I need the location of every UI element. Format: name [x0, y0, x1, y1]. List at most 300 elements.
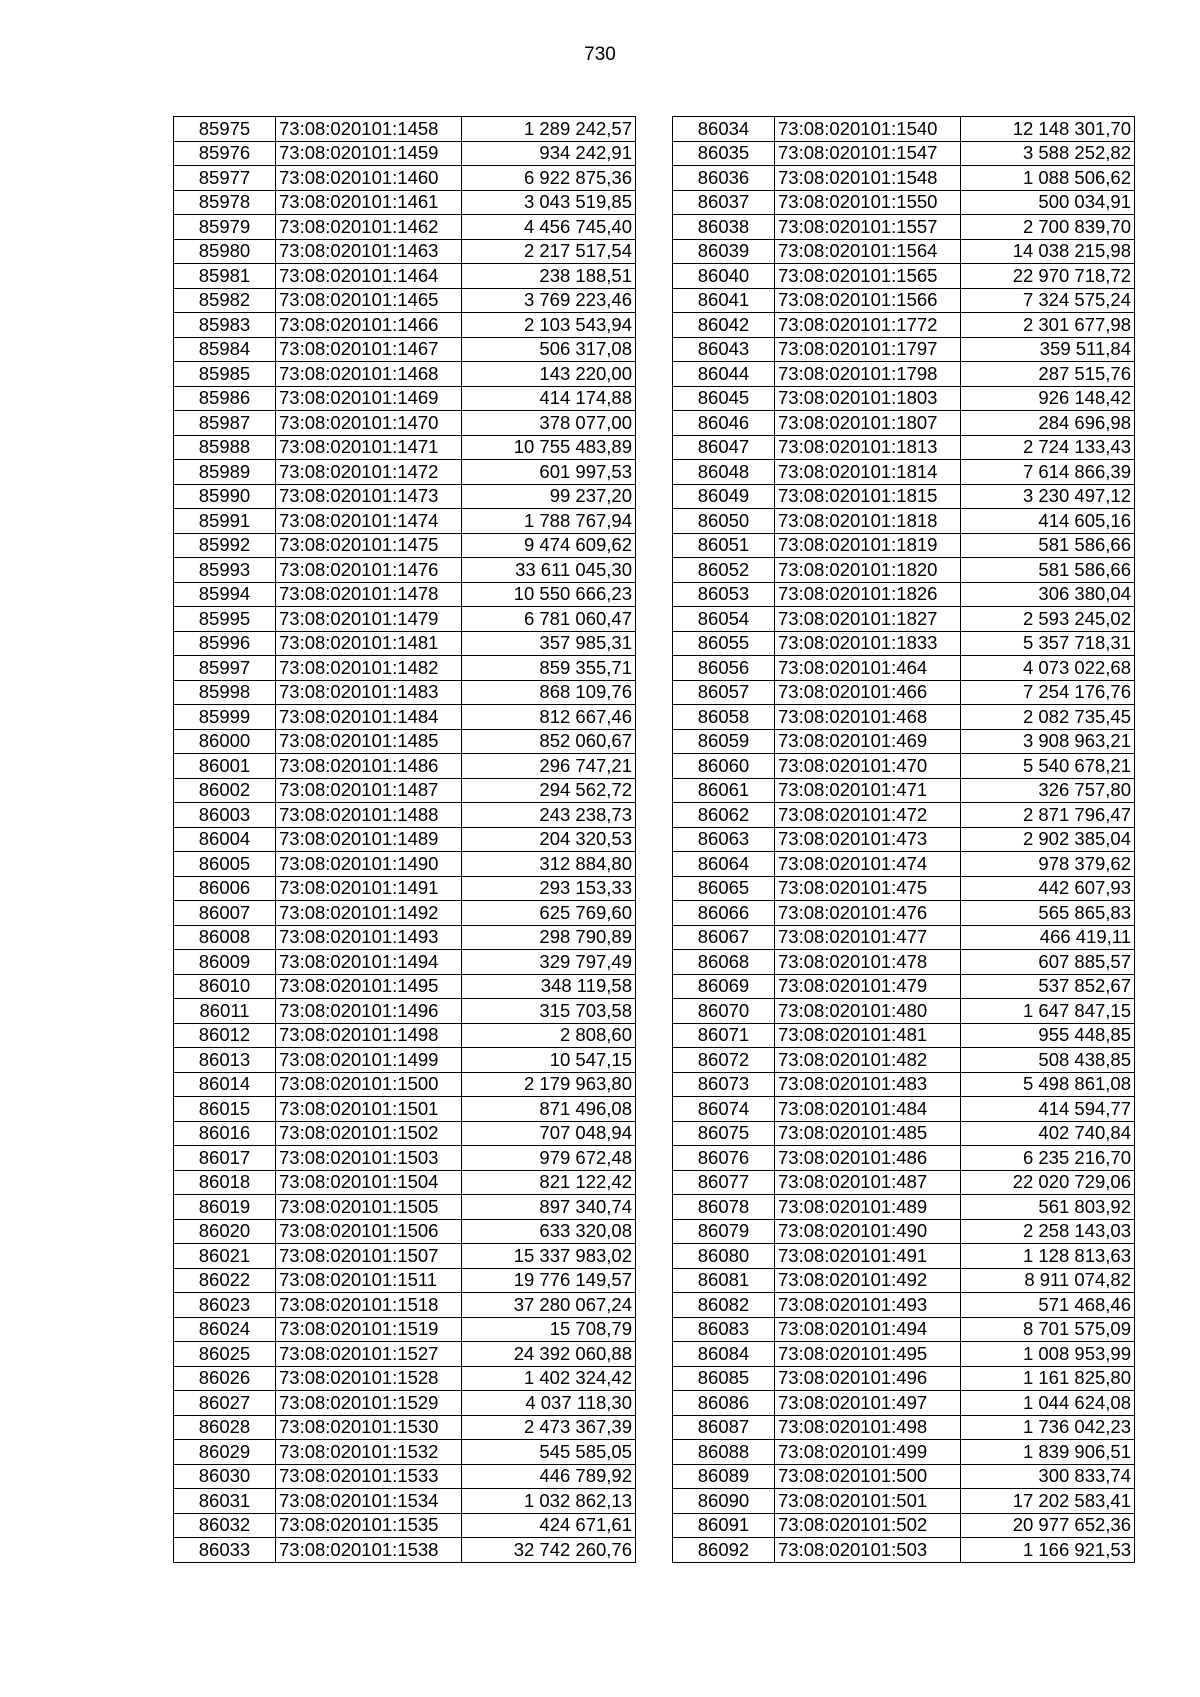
row-number: 86058	[673, 705, 775, 730]
row-number: 85988	[174, 435, 276, 460]
row-number: 85982	[174, 288, 276, 313]
table-row	[174, 1268, 636, 1293]
table-row	[673, 337, 1135, 362]
cadastral-value: 359 511,84	[961, 337, 1135, 362]
cadastral-number: 73:08:020101:486	[775, 1146, 961, 1171]
row-number: 86074	[673, 1097, 775, 1122]
cadastral-number: 73:08:020101:1474	[276, 509, 462, 534]
row-number: 86001	[174, 754, 276, 779]
cadastral-value: 625 769,60	[462, 901, 636, 926]
cadastral-value: 1 088 506,62	[961, 166, 1135, 191]
row-number: 85994	[174, 582, 276, 607]
table-row	[673, 1146, 1135, 1171]
cadastral-value: 5 498 861,08	[961, 1072, 1135, 1097]
cadastral-number: 73:08:020101:1528	[276, 1366, 462, 1391]
row-number: 86086	[673, 1391, 775, 1416]
cadastral-value: 812 667,46	[462, 705, 636, 730]
cadastral-number: 73:08:020101:1807	[775, 411, 961, 436]
row-number: 86024	[174, 1317, 276, 1342]
cadastral-number: 73:08:020101:1820	[775, 558, 961, 583]
row-number: 85992	[174, 533, 276, 558]
cadastral-number: 73:08:020101:480	[775, 999, 961, 1024]
row-number: 86000	[174, 729, 276, 754]
cadastral-value: 934 242,91	[462, 141, 636, 166]
cadastral-number: 73:08:020101:485	[775, 1121, 961, 1146]
table-row	[174, 607, 636, 632]
cadastral-value: 1 128 813,63	[961, 1244, 1135, 1269]
cadastral-value: 4 073 022,68	[961, 656, 1135, 681]
cadastral-value: 871 496,08	[462, 1097, 636, 1122]
cadastral-value: 294 562,72	[462, 778, 636, 803]
row-number: 86008	[174, 925, 276, 950]
row-number: 86077	[673, 1170, 775, 1195]
row-number: 86081	[673, 1268, 775, 1293]
cadastral-number: 73:08:020101:1826	[775, 582, 961, 607]
row-number: 86092	[673, 1538, 775, 1563]
cadastral-value: 10 547,15	[462, 1048, 636, 1073]
cadastral-number: 73:08:020101:1484	[276, 705, 462, 730]
cadastral-number: 73:08:020101:487	[775, 1170, 961, 1195]
row-number: 86003	[174, 803, 276, 828]
cadastral-value: 6 235 216,70	[961, 1146, 1135, 1171]
row-number: 86089	[673, 1464, 775, 1489]
row-number: 86007	[174, 901, 276, 926]
cadastral-value: 2 724 133,43	[961, 435, 1135, 460]
cadastral-value: 348 119,58	[462, 974, 636, 999]
row-number: 86004	[174, 827, 276, 852]
cadastral-number: 73:08:020101:1478	[276, 582, 462, 607]
row-number: 86070	[673, 999, 775, 1024]
cadastral-value: 4 456 745,40	[462, 215, 636, 240]
cadastral-number: 73:08:020101:1473	[276, 484, 462, 509]
cadastral-number: 73:08:020101:1532	[276, 1440, 462, 1465]
table-row	[174, 901, 636, 926]
row-number: 86083	[673, 1317, 775, 1342]
table-row	[174, 778, 636, 803]
cadastral-number: 73:08:020101:1511	[276, 1268, 462, 1293]
cadastral-number: 73:08:020101:1490	[276, 852, 462, 877]
cadastral-value: 15 337 983,02	[462, 1244, 636, 1269]
table-row	[174, 1342, 636, 1367]
registry-table-right	[672, 116, 1135, 1563]
table-row	[673, 313, 1135, 338]
cadastral-value: 2 082 735,45	[961, 705, 1135, 730]
cadastral-number: 73:08:020101:497	[775, 1391, 961, 1416]
cadastral-value: 298 790,89	[462, 925, 636, 950]
row-number: 86028	[174, 1415, 276, 1440]
cadastral-number: 73:08:020101:1475	[276, 533, 462, 558]
cadastral-value: 1 736 042,23	[961, 1415, 1135, 1440]
row-number: 86037	[673, 190, 775, 215]
cadastral-number: 73:08:020101:1458	[276, 117, 462, 142]
table-row	[174, 1072, 636, 1097]
cadastral-value: 296 747,21	[462, 754, 636, 779]
table-row	[174, 1146, 636, 1171]
cadastral-number: 73:08:020101:1772	[775, 313, 961, 338]
row-number: 86022	[174, 1268, 276, 1293]
table-row	[174, 239, 636, 264]
row-number: 86082	[673, 1293, 775, 1318]
cadastral-number: 73:08:020101:1493	[276, 925, 462, 950]
cadastral-value: 293 153,33	[462, 876, 636, 901]
cadastral-number: 73:08:020101:1798	[775, 362, 961, 387]
cadastral-number: 73:08:020101:1505	[276, 1195, 462, 1220]
table-row	[174, 631, 636, 656]
table-row	[174, 582, 636, 607]
cadastral-value: 2 301 677,98	[961, 313, 1135, 338]
cadastral-value: 12 148 301,70	[961, 117, 1135, 142]
row-number: 86090	[673, 1489, 775, 1514]
row-number: 85976	[174, 141, 276, 166]
table-row	[174, 509, 636, 534]
cadastral-number: 73:08:020101:1461	[276, 190, 462, 215]
cadastral-number: 73:08:020101:478	[775, 950, 961, 975]
cadastral-value: 466 419,11	[961, 925, 1135, 950]
row-number: 86073	[673, 1072, 775, 1097]
cadastral-value: 537 852,67	[961, 974, 1135, 999]
table-row	[673, 1195, 1135, 1220]
cadastral-value: 8 701 575,09	[961, 1317, 1135, 1342]
cadastral-value: 581 586,66	[961, 533, 1135, 558]
cadastral-value: 24 392 060,88	[462, 1342, 636, 1367]
table-row	[174, 1195, 636, 1220]
cadastral-value: 859 355,71	[462, 656, 636, 681]
cadastral-value: 306 380,04	[961, 582, 1135, 607]
table-row	[673, 288, 1135, 313]
cadastral-number: 73:08:020101:490	[775, 1219, 961, 1244]
cadastral-number: 73:08:020101:1814	[775, 460, 961, 485]
row-number: 86025	[174, 1342, 276, 1367]
table-row	[174, 288, 636, 313]
cadastral-number: 73:08:020101:1518	[276, 1293, 462, 1318]
row-number: 86079	[673, 1219, 775, 1244]
table-row	[673, 1513, 1135, 1538]
table-row	[673, 999, 1135, 1024]
cadastral-value: 204 320,53	[462, 827, 636, 852]
table-row	[174, 1440, 636, 1465]
table-row	[174, 313, 636, 338]
cadastral-number: 73:08:020101:481	[775, 1023, 961, 1048]
cadastral-value: 284 696,98	[961, 411, 1135, 436]
cadastral-number: 73:08:020101:1827	[775, 607, 961, 632]
row-number: 86085	[673, 1366, 775, 1391]
row-number: 86047	[673, 435, 775, 460]
cadastral-value: 1 289 242,57	[462, 117, 636, 142]
row-number: 86080	[673, 1244, 775, 1269]
row-number: 85981	[174, 264, 276, 289]
row-number: 86065	[673, 876, 775, 901]
cadastral-number: 73:08:020101:1487	[276, 778, 462, 803]
cadastral-number: 73:08:020101:1548	[775, 166, 961, 191]
row-number: 85984	[174, 337, 276, 362]
row-number: 86087	[673, 1415, 775, 1440]
cadastral-number: 73:08:020101:500	[775, 1464, 961, 1489]
row-number: 86044	[673, 362, 775, 387]
row-number: 86032	[174, 1513, 276, 1538]
cadastral-value: 7 324 575,24	[961, 288, 1135, 313]
table-row	[673, 509, 1135, 534]
table-row	[174, 803, 636, 828]
cadastral-number: 73:08:020101:502	[775, 1513, 961, 1538]
cadastral-number: 73:08:020101:1819	[775, 533, 961, 558]
cadastral-value: 99 237,20	[462, 484, 636, 509]
cadastral-number: 73:08:020101:1564	[775, 239, 961, 264]
cadastral-value: 22 020 729,06	[961, 1170, 1135, 1195]
table-row	[673, 950, 1135, 975]
cadastral-value: 1 161 825,80	[961, 1366, 1135, 1391]
cadastral-number: 73:08:020101:499	[775, 1440, 961, 1465]
cadastral-value: 2 902 385,04	[961, 827, 1135, 852]
row-number: 86048	[673, 460, 775, 485]
cadastral-number: 73:08:020101:1502	[276, 1121, 462, 1146]
cadastral-value: 2 871 796,47	[961, 803, 1135, 828]
table-row	[673, 1293, 1135, 1318]
cadastral-value: 357 985,31	[462, 631, 636, 656]
cadastral-value: 14 038 215,98	[961, 239, 1135, 264]
cadastral-value: 10 550 666,23	[462, 582, 636, 607]
row-number: 86011	[174, 999, 276, 1024]
table-row	[174, 484, 636, 509]
table-row	[174, 558, 636, 583]
cadastral-number: 73:08:020101:496	[775, 1366, 961, 1391]
row-number: 86029	[174, 1440, 276, 1465]
row-number: 85977	[174, 166, 276, 191]
cadastral-number: 73:08:020101:1538	[276, 1538, 462, 1563]
table-row	[673, 1342, 1135, 1367]
cadastral-number: 73:08:020101:1488	[276, 803, 462, 828]
table-row	[174, 1538, 636, 1563]
table-row	[673, 386, 1135, 411]
cadastral-number: 73:08:020101:1506	[276, 1219, 462, 1244]
table-row	[673, 1415, 1135, 1440]
table-row	[673, 215, 1135, 240]
table-row	[673, 680, 1135, 705]
cadastral-value: 2 593 245,02	[961, 607, 1135, 632]
cadastral-number: 73:08:020101:1818	[775, 509, 961, 534]
table-row	[673, 974, 1135, 999]
table-row	[673, 264, 1135, 289]
row-number: 85999	[174, 705, 276, 730]
cadastral-number: 73:08:020101:1482	[276, 656, 462, 681]
cadastral-value: 6 922 875,36	[462, 166, 636, 191]
cadastral-value: 979 672,48	[462, 1146, 636, 1171]
row-number: 86069	[673, 974, 775, 999]
table-row	[174, 754, 636, 779]
cadastral-number: 73:08:020101:1472	[276, 460, 462, 485]
cadastral-value: 1 166 921,53	[961, 1538, 1135, 1563]
row-number: 85987	[174, 411, 276, 436]
cadastral-value: 7 254 176,76	[961, 680, 1135, 705]
table-row	[174, 925, 636, 950]
cadastral-value: 2 103 543,94	[462, 313, 636, 338]
cadastral-number: 73:08:020101:1469	[276, 386, 462, 411]
table-row	[174, 1317, 636, 1342]
cadastral-number: 73:08:020101:1496	[276, 999, 462, 1024]
cadastral-number: 73:08:020101:489	[775, 1195, 961, 1220]
table-row	[673, 484, 1135, 509]
cadastral-value: 17 202 583,41	[961, 1489, 1135, 1514]
cadastral-number: 73:08:020101:1485	[276, 729, 462, 754]
cadastral-value: 2 700 839,70	[961, 215, 1135, 240]
row-number: 86060	[673, 754, 775, 779]
registry-table-left-body	[174, 117, 636, 1563]
cadastral-number: 73:08:020101:466	[775, 680, 961, 705]
table-row	[673, 1097, 1135, 1122]
cadastral-value: 978 379,62	[961, 852, 1135, 877]
cadastral-number: 73:08:020101:482	[775, 1048, 961, 1073]
row-number: 86052	[673, 558, 775, 583]
row-number: 86068	[673, 950, 775, 975]
cadastral-value: 402 740,84	[961, 1121, 1135, 1146]
cadastral-number: 73:08:020101:470	[775, 754, 961, 779]
cadastral-number: 73:08:020101:471	[775, 778, 961, 803]
cadastral-number: 73:08:020101:473	[775, 827, 961, 852]
table-row	[673, 1489, 1135, 1514]
cadastral-number: 73:08:020101:492	[775, 1268, 961, 1293]
cadastral-number: 73:08:020101:472	[775, 803, 961, 828]
row-number: 85978	[174, 190, 276, 215]
table-row	[174, 1219, 636, 1244]
row-number: 85975	[174, 117, 276, 142]
cadastral-number: 73:08:020101:494	[775, 1317, 961, 1342]
row-number: 85985	[174, 362, 276, 387]
row-number: 86020	[174, 1219, 276, 1244]
cadastral-number: 73:08:020101:501	[775, 1489, 961, 1514]
row-number: 85980	[174, 239, 276, 264]
table-row	[673, 1219, 1135, 1244]
cadastral-value: 607 885,57	[961, 950, 1135, 975]
row-number: 86039	[673, 239, 775, 264]
cadastral-number: 73:08:020101:1815	[775, 484, 961, 509]
cadastral-number: 73:08:020101:1797	[775, 337, 961, 362]
row-number: 85995	[174, 607, 276, 632]
table-row	[673, 1464, 1135, 1489]
cadastral-value: 33 611 045,30	[462, 558, 636, 583]
cadastral-value: 442 607,93	[961, 876, 1135, 901]
row-number: 86056	[673, 656, 775, 681]
row-number: 86088	[673, 1440, 775, 1465]
cadastral-number: 73:08:020101:1483	[276, 680, 462, 705]
row-number: 86076	[673, 1146, 775, 1171]
cadastral-number: 73:08:020101:1565	[775, 264, 961, 289]
cadastral-value: 243 238,73	[462, 803, 636, 828]
table-row	[174, 1097, 636, 1122]
row-number: 86026	[174, 1366, 276, 1391]
row-number: 86017	[174, 1146, 276, 1171]
cadastral-number: 73:08:020101:475	[775, 876, 961, 901]
cadastral-number: 73:08:020101:1460	[276, 166, 462, 191]
cadastral-value: 2 258 143,03	[961, 1219, 1135, 1244]
table-row	[174, 141, 636, 166]
cadastral-value: 2 217 517,54	[462, 239, 636, 264]
table-row	[673, 778, 1135, 803]
cadastral-number: 73:08:020101:476	[775, 901, 961, 926]
cadastral-number: 73:08:020101:1459	[276, 141, 462, 166]
row-number: 85979	[174, 215, 276, 240]
row-number: 85997	[174, 656, 276, 681]
cadastral-number: 73:08:020101:1503	[276, 1146, 462, 1171]
row-number: 86040	[673, 264, 775, 289]
cadastral-value: 37 280 067,24	[462, 1293, 636, 1318]
table-row	[174, 411, 636, 436]
table-row	[673, 1121, 1135, 1146]
cadastral-number: 73:08:020101:1527	[276, 1342, 462, 1367]
cadastral-value: 326 757,80	[961, 778, 1135, 803]
cadastral-value: 2 473 367,39	[462, 1415, 636, 1440]
cadastral-value: 6 781 060,47	[462, 607, 636, 632]
cadastral-value: 329 797,49	[462, 950, 636, 975]
cadastral-value: 312 884,80	[462, 852, 636, 877]
registry-table-right-body	[673, 117, 1135, 1563]
row-number: 86009	[174, 950, 276, 975]
row-number: 85993	[174, 558, 276, 583]
row-number: 85996	[174, 631, 276, 656]
table-row	[673, 631, 1135, 656]
cadastral-value: 707 048,94	[462, 1121, 636, 1146]
registry-table-left	[173, 116, 636, 1563]
cadastral-value: 3 908 963,21	[961, 729, 1135, 754]
table-row	[673, 852, 1135, 877]
cadastral-number: 73:08:020101:1540	[775, 117, 961, 142]
table-row	[673, 533, 1135, 558]
row-number: 86031	[174, 1489, 276, 1514]
cadastral-number: 73:08:020101:498	[775, 1415, 961, 1440]
row-number: 86072	[673, 1048, 775, 1073]
row-number: 86002	[174, 778, 276, 803]
row-number: 86091	[673, 1513, 775, 1538]
cadastral-value: 1 402 324,42	[462, 1366, 636, 1391]
cadastral-number: 73:08:020101:1534	[276, 1489, 462, 1514]
table-row	[174, 460, 636, 485]
cadastral-value: 897 340,74	[462, 1195, 636, 1220]
row-number: 85991	[174, 509, 276, 534]
cadastral-number: 73:08:020101:1489	[276, 827, 462, 852]
cadastral-number: 73:08:020101:474	[775, 852, 961, 877]
cadastral-number: 73:08:020101:1494	[276, 950, 462, 975]
row-number: 86027	[174, 1391, 276, 1416]
cadastral-number: 73:08:020101:1566	[775, 288, 961, 313]
table-row	[174, 705, 636, 730]
cadastral-value: 424 671,61	[462, 1513, 636, 1538]
cadastral-number: 73:08:020101:1803	[775, 386, 961, 411]
row-number: 86059	[673, 729, 775, 754]
cadastral-number: 73:08:020101:1481	[276, 631, 462, 656]
table-row	[673, 117, 1135, 142]
row-number: 86067	[673, 925, 775, 950]
cadastral-value: 571 468,46	[961, 1293, 1135, 1318]
row-number: 85990	[174, 484, 276, 509]
row-number: 86054	[673, 607, 775, 632]
row-number: 86049	[673, 484, 775, 509]
cadastral-value: 5 357 718,31	[961, 631, 1135, 656]
row-number: 86084	[673, 1342, 775, 1367]
cadastral-number: 73:08:020101:491	[775, 1244, 961, 1269]
table-row	[673, 1391, 1135, 1416]
table-row	[174, 1489, 636, 1514]
cadastral-number: 73:08:020101:493	[775, 1293, 961, 1318]
row-number: 86005	[174, 852, 276, 877]
cadastral-number: 73:08:020101:1492	[276, 901, 462, 926]
row-number: 86045	[673, 386, 775, 411]
table-row	[174, 680, 636, 705]
table-row	[174, 1391, 636, 1416]
cadastral-value: 1 647 847,15	[961, 999, 1135, 1024]
cadastral-value: 508 438,85	[961, 1048, 1135, 1073]
cadastral-value: 20 977 652,36	[961, 1513, 1135, 1538]
cadastral-number: 73:08:020101:1550	[775, 190, 961, 215]
cadastral-value: 22 970 718,72	[961, 264, 1135, 289]
table-row	[673, 1170, 1135, 1195]
